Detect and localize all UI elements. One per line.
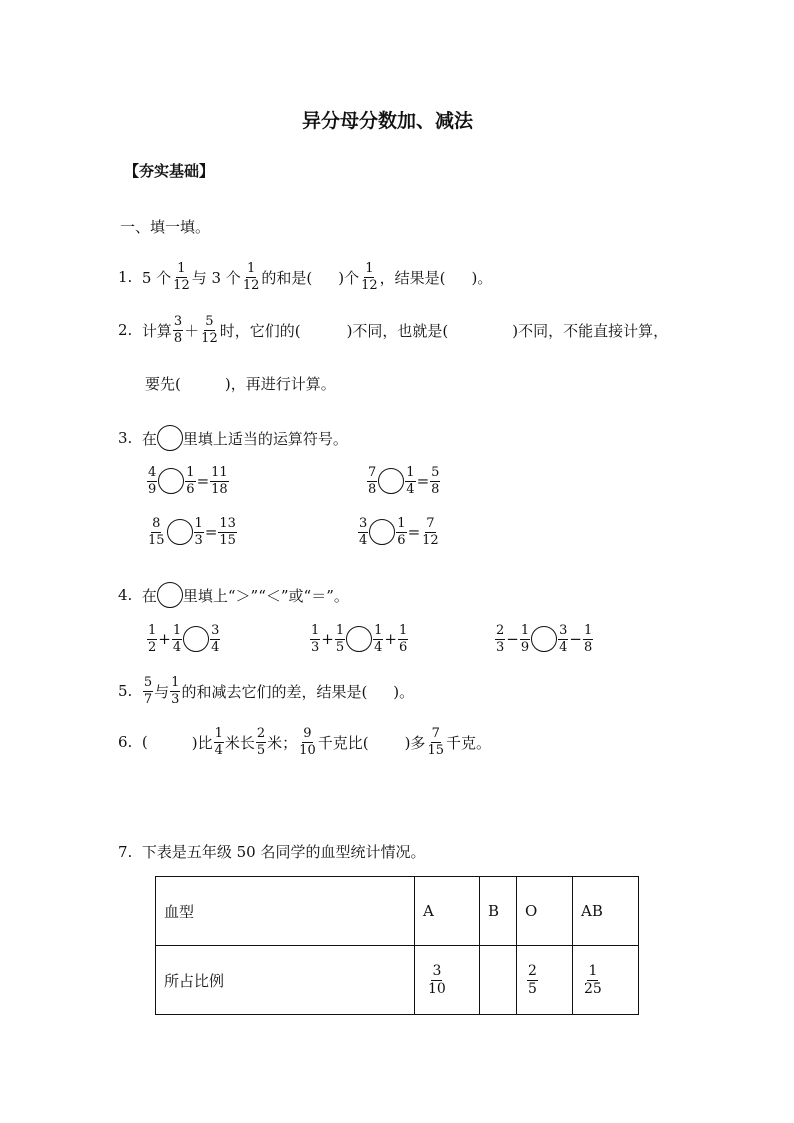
q4-compare-3 [494, 624, 594, 654]
question-number: 5. [118, 682, 133, 701]
fraction: $\frac{1}{12}$ [242, 261, 260, 293]
fraction: $\frac{1}{4}$ [214, 726, 223, 758]
answer-circle[interactable] [158, 468, 184, 494]
fraction: $\frac{1}{3}$ [171, 675, 180, 707]
q1-text: )个 [338, 268, 360, 287]
q6-text: 千克比( [317, 733, 369, 752]
question-number: 4. [118, 586, 133, 604]
fraction: $\frac{1}{6}$ [399, 623, 408, 655]
question-7 [118, 841, 425, 862]
table-header-cell: AB [573, 877, 639, 946]
operator: ＋ [184, 321, 200, 340]
table-header-cell: A [415, 877, 480, 946]
operator: + [321, 630, 334, 649]
q6-text: ( [141, 733, 148, 752]
answer-circle[interactable] [346, 626, 372, 652]
fraction: $\frac{1}{4}$ [172, 623, 182, 655]
fraction: $\frac{13}{15}$ [219, 516, 236, 548]
question-2-line2 [145, 373, 336, 394]
question-3 [118, 425, 348, 451]
fraction: $\frac{3}{4}$ [211, 623, 220, 655]
answer-circle[interactable] [378, 468, 404, 494]
fraction: $\frac{1}{5}$ [335, 623, 345, 655]
fraction: $\frac{3}{4}$ [359, 516, 368, 548]
table-row [156, 946, 639, 1015]
fraction: $\frac{1}{25}$ [584, 962, 602, 997]
operator: + [158, 630, 171, 649]
fraction: $\frac{5}{12}$ [201, 314, 218, 346]
q3-item-1 [146, 466, 230, 496]
fraction: $\frac{2}{3}$ [496, 623, 505, 655]
fraction: $\frac{7}{12}$ [422, 516, 439, 548]
fraction: $\frac{1}{3}$ [311, 623, 320, 655]
q3-item-4 [357, 517, 441, 547]
question-4 [118, 582, 349, 608]
circle-icon [157, 425, 183, 451]
part-heading: 一、填一填。 [120, 218, 211, 236]
table-header-cell: 血型 [156, 877, 415, 946]
answer-circle[interactable] [531, 626, 557, 652]
q2-text: )不同，不能直接计算， [512, 321, 669, 340]
equals-sign: = [416, 472, 430, 491]
q2-text: )不同，也就是( [346, 321, 449, 340]
question-number: 3. [118, 429, 133, 447]
q4-text: 在 [141, 586, 157, 605]
equals-sign: = [407, 523, 421, 542]
circle-icon [157, 582, 183, 608]
q2-text: 时，它们的( [219, 321, 301, 340]
fraction: $\frac{3}{4}$ [559, 623, 568, 655]
fraction: $\frac{7}{8}$ [368, 465, 377, 497]
fraction: $\frac{1}{6}$ [186, 465, 195, 497]
q3-item-2 [366, 466, 441, 496]
q4-text: 里填上“＞”“＜”或“＝”。 [182, 586, 349, 605]
fraction: $\frac{5}{7}$ [143, 675, 153, 707]
blood-type-table [155, 876, 639, 1015]
fraction: $\frac{8}{15}$ [148, 516, 165, 548]
equals-sign: = [196, 472, 210, 491]
q2-text: )，再进行计算。 [224, 375, 336, 393]
q4-compare-1 [146, 624, 221, 654]
fraction: $\frac{1}{9}$ [520, 623, 530, 655]
q3-text: 里填上适当的运算符号。 [182, 429, 348, 448]
question-1 [118, 262, 492, 292]
table-row [156, 877, 639, 946]
table-cell [573, 946, 639, 1015]
q1-text: )。 [471, 268, 493, 287]
question-6 [118, 727, 491, 757]
q6-text: 米长 [224, 733, 255, 752]
fraction: $\frac{2}{5}$ [256, 726, 266, 758]
fraction: $\frac{4}{9}$ [148, 465, 157, 497]
q4-compare-2 [309, 624, 409, 654]
q5-text: )。 [393, 682, 415, 701]
q1-text: 的和是( [261, 268, 313, 287]
q6-text: )比 [191, 733, 213, 752]
q6-text: 千克。 [445, 733, 491, 752]
q2-text: 要先( [145, 375, 181, 393]
q1-text: 5 个 [141, 268, 172, 287]
fraction: $\frac{1}{4}$ [406, 465, 415, 497]
operator: + [384, 630, 397, 649]
answer-circle[interactable] [183, 626, 209, 652]
fraction: $\frac{1}{12}$ [173, 261, 190, 293]
q1-text: ，结果是( [379, 268, 446, 287]
q3-item-3 [146, 517, 238, 547]
equals-sign: = [204, 523, 218, 542]
question-5 [118, 676, 414, 706]
operator: − [569, 630, 582, 649]
q6-text: )多 [404, 733, 426, 752]
question-number: 1. [118, 268, 133, 287]
table-cell: 所占比例 [156, 946, 415, 1015]
operator: − [506, 630, 519, 649]
table-header-cell: B [480, 877, 517, 946]
answer-circle[interactable] [167, 519, 193, 545]
table-cell [517, 946, 573, 1015]
question-number: 2. [118, 321, 133, 340]
fraction: $\frac{11}{18}$ [211, 465, 228, 497]
fraction: $\frac{1}{4}$ [374, 623, 383, 655]
fraction: $\frac{1}{6}$ [397, 516, 406, 548]
question-2 [118, 315, 668, 345]
q3-text: 在 [141, 429, 157, 448]
q6-text: 米； [267, 733, 298, 752]
q1-text: 与 3 个 [191, 268, 241, 287]
fraction: $\frac{1}{8}$ [584, 623, 593, 655]
q5-text: 的和减去它们的差，结果是( [181, 682, 368, 701]
fraction: $\frac{9}{10}$ [299, 726, 316, 758]
table-cell [415, 946, 480, 1015]
question-number: 7. [118, 842, 133, 861]
section-heading: 【夯实基础】 [124, 162, 215, 180]
fraction: $\frac{2}{5}$ [528, 962, 537, 997]
page-title: 异分母分数加、减法 [302, 110, 474, 132]
fraction: $\frac{3}{10}$ [428, 962, 446, 997]
table-header-cell: O [517, 877, 573, 946]
q7-text: 下表是五年级 50 名同学的血型统计情况。 [141, 843, 426, 861]
fraction: $\frac{3}{8}$ [173, 314, 183, 346]
answer-circle[interactable] [369, 519, 395, 545]
question-number: 6. [118, 733, 133, 752]
fraction: $\frac{1}{2}$ [148, 623, 157, 655]
fraction: $\frac{7}{15}$ [427, 726, 444, 758]
q5-text: 与 [154, 682, 170, 701]
fraction: $\frac{1}{3}$ [194, 516, 203, 548]
fraction: $\frac{1}{12}$ [361, 261, 378, 293]
q2-text: 计算 [141, 321, 172, 340]
table-cell[interactable] [480, 946, 517, 1015]
fraction: $\frac{5}{8}$ [431, 465, 440, 497]
